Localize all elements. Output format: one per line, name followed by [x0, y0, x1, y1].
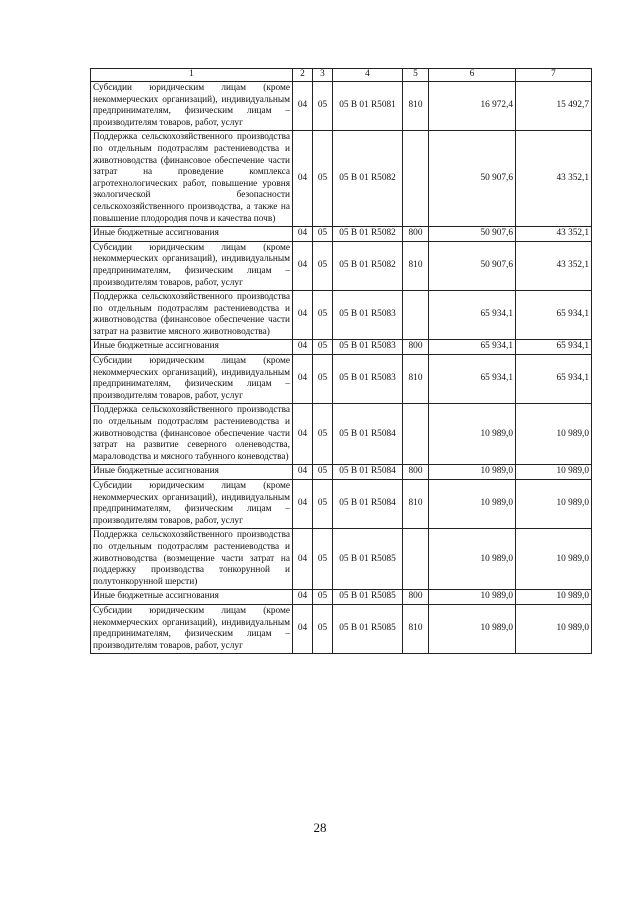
header-col-4: 4 — [333, 69, 403, 82]
subsection-code: 05 — [313, 227, 333, 242]
subsection-code: 05 — [313, 604, 333, 653]
section-code: 04 — [293, 465, 313, 480]
amount-col-6: 65 934,1 — [429, 340, 516, 355]
amount-col-7: 65 934,1 — [516, 291, 592, 340]
item-name: Поддержка сельскохозяйственного производства по отдельным подотраслям растениеводства и животноводства (финансовое обеспечение части затрат на развитие северного оленеводства, мараловодства и мясного табунного коневодства) — [91, 404, 293, 465]
table-row — [91, 465, 592, 480]
section-code: 04 — [293, 227, 313, 242]
table-row — [91, 590, 592, 605]
header-col-1: 1 — [91, 69, 293, 82]
expense-type-code — [403, 529, 429, 590]
section-code: 04 — [293, 529, 313, 590]
expense-type-code: 800 — [403, 465, 429, 480]
amount-col-7: 10 989,0 — [516, 604, 592, 653]
target-article-code: 05 В 01 R5083 — [333, 355, 403, 404]
table-row — [91, 480, 592, 529]
header-col-5: 5 — [403, 69, 429, 82]
expense-type-code: 810 — [403, 82, 429, 131]
amount-col-6: 10 989,0 — [429, 590, 516, 605]
item-name: Поддержка сельскохозяйственного производства по отдельным подотраслям растениеводства и животноводства (финансовое обеспечение части затрат на проведение комплекса агротехнологических работ, повышение уровня экологической безопасности сельскохозяйственного производства, а также на повышение плодородия почв и качества почв) — [91, 131, 293, 227]
subsection-code: 05 — [313, 404, 333, 465]
amount-col-7: 10 989,0 — [516, 529, 592, 590]
target-article-code: 05 В 01 R5084 — [333, 404, 403, 465]
subsection-code: 05 — [313, 355, 333, 404]
amount-col-6: 10 989,0 — [429, 480, 516, 529]
page-number: 28 — [313, 820, 327, 835]
target-article-code: 05 В 01 R5083 — [333, 291, 403, 340]
amount-col-6: 10 989,0 — [429, 465, 516, 480]
expense-type-code: 810 — [403, 355, 429, 404]
section-code: 04 — [293, 590, 313, 605]
amount-col-6: 10 989,0 — [429, 529, 516, 590]
subsection-code: 05 — [313, 590, 333, 605]
table-row — [91, 82, 592, 131]
table-header — [91, 69, 592, 82]
table-body — [91, 82, 592, 654]
item-name: Субсидии юридическим лицам (кроме некоммерческих организаций), индивидуальным предпринимателям, физическим лицам – производителям товаров, работ, услуг — [91, 604, 293, 653]
amount-col-6: 50 907,6 — [429, 241, 516, 290]
subsection-code: 05 — [313, 241, 333, 290]
amount-col-6: 10 989,0 — [429, 404, 516, 465]
header-col-3: 3 — [313, 69, 333, 82]
amount-col-6: 16 972,4 — [429, 82, 516, 131]
item-name: Иные бюджетные ассигнования — [91, 227, 293, 242]
target-article-code: 05 В 01 R5081 — [333, 82, 403, 131]
table-row — [91, 291, 592, 340]
subsection-code: 05 — [313, 131, 333, 227]
table-row — [91, 604, 592, 653]
item-name: Субсидии юридическим лицам (кроме некоммерческих организаций), индивидуальным предпринимателям, физическим лицам – производителям товаров, работ, услуг — [91, 355, 293, 404]
item-name: Поддержка сельскохозяйственного производства по отдельным подотраслям растениеводства и животноводства (финансовое обеспечение части затрат на развитие мясного животноводства) — [91, 291, 293, 340]
subsection-code: 05 — [313, 291, 333, 340]
table-row — [91, 529, 592, 590]
expense-type-code: 800 — [403, 590, 429, 605]
item-name: Субсидии юридическим лицам (кроме некоммерческих организаций), индивидуальным предпринимателям, физическим лицам – производителям товаров, работ, услуг — [91, 82, 293, 131]
section-code: 04 — [293, 241, 313, 290]
item-name: Поддержка сельскохозяйственного производства по отдельным подотраслям растениеводства и животноводства (возмещение части затрат на поддержку производства тонкорунной и полутонкорунной шерсти) — [91, 529, 293, 590]
item-name: Иные бюджетные ассигнования — [91, 465, 293, 480]
expense-type-code: 810 — [403, 241, 429, 290]
expense-type-code — [403, 291, 429, 340]
header-col-7: 7 — [516, 69, 592, 82]
budget-table — [90, 68, 592, 654]
table-row — [91, 131, 592, 227]
section-code: 04 — [293, 82, 313, 131]
target-article-code: 05 В 01 R5085 — [333, 529, 403, 590]
amount-col-7: 65 934,1 — [516, 355, 592, 404]
target-article-code: 05 В 01 R5083 — [333, 340, 403, 355]
header-col-6: 6 — [429, 69, 516, 82]
subsection-code: 05 — [313, 480, 333, 529]
section-code: 04 — [293, 604, 313, 653]
amount-col-7: 10 989,0 — [516, 590, 592, 605]
item-name: Субсидии юридическим лицам (кроме некоммерческих организаций), индивидуальным предпринимателям, физическим лицам – производителям товаров, работ, услуг — [91, 241, 293, 290]
header-col-2: 2 — [293, 69, 313, 82]
amount-col-7: 65 934,1 — [516, 340, 592, 355]
target-article-code: 05 В 01 R5084 — [333, 480, 403, 529]
table-row — [91, 241, 592, 290]
target-article-code: 05 В 01 R5082 — [333, 227, 403, 242]
section-code: 04 — [293, 404, 313, 465]
amount-col-7: 43 352,1 — [516, 131, 592, 227]
section-code: 04 — [293, 480, 313, 529]
section-code: 04 — [293, 340, 313, 355]
expense-type-code: 810 — [403, 480, 429, 529]
target-article-code: 05 В 01 R5084 — [333, 465, 403, 480]
subsection-code: 05 — [313, 529, 333, 590]
target-article-code: 05 В 01 R5082 — [333, 241, 403, 290]
item-name: Иные бюджетные ассигнования — [91, 340, 293, 355]
table-row — [91, 340, 592, 355]
item-name: Иные бюджетные ассигнования — [91, 590, 293, 605]
amount-col-6: 10 989,0 — [429, 604, 516, 653]
header-row — [91, 69, 592, 82]
amount-col-7: 10 989,0 — [516, 480, 592, 529]
expense-type-code — [403, 131, 429, 227]
amount-col-7: 43 352,1 — [516, 241, 592, 290]
expense-type-code — [403, 404, 429, 465]
section-code: 04 — [293, 291, 313, 340]
amount-col-6: 65 934,1 — [429, 355, 516, 404]
section-code: 04 — [293, 131, 313, 227]
amount-col-6: 50 907,6 — [429, 227, 516, 242]
amount-col-7: 10 989,0 — [516, 465, 592, 480]
amount-col-7: 43 352,1 — [516, 227, 592, 242]
amount-col-7: 10 989,0 — [516, 404, 592, 465]
target-article-code: 05 В 01 R5085 — [333, 590, 403, 605]
amount-col-7: 15 492,7 — [516, 82, 592, 131]
table-row — [91, 355, 592, 404]
expense-type-code: 810 — [403, 604, 429, 653]
table-row — [91, 227, 592, 242]
target-article-code: 05 В 01 R5085 — [333, 604, 403, 653]
amount-col-6: 50 907,6 — [429, 131, 516, 227]
target-article-code: 05 В 01 R5082 — [333, 131, 403, 227]
section-code: 04 — [293, 355, 313, 404]
item-name: Субсидии юридическим лицам (кроме некоммерческих организаций), индивидуальным предпринимателям, физическим лицам – производителям товаров, работ, услуг — [91, 480, 293, 529]
subsection-code: 05 — [313, 340, 333, 355]
subsection-code: 05 — [313, 82, 333, 131]
expense-type-code: 800 — [403, 340, 429, 355]
table-row — [91, 404, 592, 465]
expense-type-code: 800 — [403, 227, 429, 242]
subsection-code: 05 — [313, 465, 333, 480]
amount-col-6: 65 934,1 — [429, 291, 516, 340]
